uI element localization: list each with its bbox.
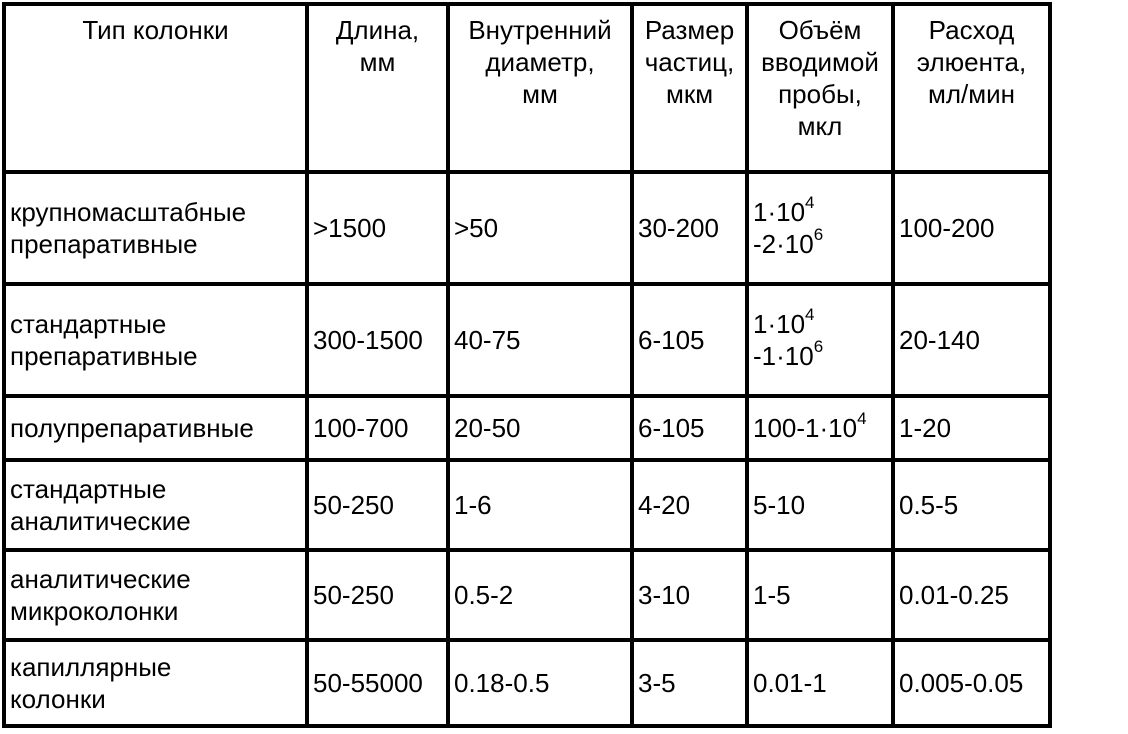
- cell-particle: 30-200: [632, 172, 747, 284]
- volume-line-2: $-2\cdot 10^6$: [753, 225, 824, 259]
- header-particle: Размер частиц, мкм: [632, 4, 747, 172]
- cell-length: 100-700: [307, 396, 448, 460]
- table-row: [4, 284, 1050, 396]
- table-row: [4, 396, 1050, 460]
- cell-volume: $100-1\cdot 10^4$: [747, 396, 893, 460]
- cell-type: аналитические микроколонки: [4, 550, 307, 640]
- cell-particle: 4-20: [632, 460, 747, 550]
- header-row: [4, 4, 1050, 172]
- cell-flow: 0.5-5: [893, 460, 1050, 550]
- cell-particle: 6-105: [632, 396, 747, 460]
- cell-type: стандартные аналитические: [4, 460, 307, 550]
- cell-flow: 20-140: [893, 284, 1050, 396]
- table-row: [4, 460, 1050, 550]
- cell-volume: 0.01-1: [747, 640, 893, 726]
- cell-volume: 1-5: [747, 550, 893, 640]
- columns-table: [2, 2, 1052, 728]
- header-length: Длина, мм: [307, 4, 448, 172]
- table-row: [4, 640, 1050, 726]
- cell-diameter: 0.5-2: [448, 550, 632, 640]
- cell-flow: 1-20: [893, 396, 1050, 460]
- cell-diameter: 0.18-0.5: [448, 640, 632, 726]
- table-row: [4, 172, 1050, 284]
- cell-type: полупрепаративные: [4, 396, 307, 460]
- cell-flow: 0.01-0.25: [893, 550, 1050, 640]
- cell-volume: [747, 172, 893, 284]
- cell-length: 50-55000: [307, 640, 448, 726]
- cell-particle: 6-105: [632, 284, 747, 396]
- cell-length: 300-1500: [307, 284, 448, 396]
- cell-volume: 5-10: [747, 460, 893, 550]
- header-flow: Расход элюента, мл/мин: [893, 4, 1050, 172]
- cell-diameter: >50: [448, 172, 632, 284]
- cell-flow: 100-200: [893, 172, 1050, 284]
- cell-flow: 0.005-0.05: [893, 640, 1050, 726]
- cell-length: 50-250: [307, 550, 448, 640]
- volume-line-1: $1\cdot 10^4$: [753, 305, 815, 339]
- cell-diameter: 20-50: [448, 396, 632, 460]
- cell-diameter: 1-6: [448, 460, 632, 550]
- cell-length: >1500: [307, 172, 448, 284]
- volume-line-2: $-1\cdot 10^6$: [753, 337, 824, 371]
- header-type: Тип колонки: [4, 4, 307, 172]
- cell-diameter: 40-75: [448, 284, 632, 396]
- cell-particle: 3-5: [632, 640, 747, 726]
- cell-type: стандартные препаративные: [4, 284, 307, 396]
- cell-length: 50-250: [307, 460, 448, 550]
- cell-type: крупномасштабные препаративные: [4, 172, 307, 284]
- table-row: [4, 550, 1050, 640]
- header-diameter: Внутренний диаметр, мм: [448, 4, 632, 172]
- volume-line-1: $1\cdot 10^4$: [753, 193, 815, 227]
- cell-type: капиллярные колонки: [4, 640, 307, 726]
- cell-volume: [747, 284, 893, 396]
- cell-particle: 3-10: [632, 550, 747, 640]
- header-volume: Объём вводимой пробы, мкл: [747, 4, 893, 172]
